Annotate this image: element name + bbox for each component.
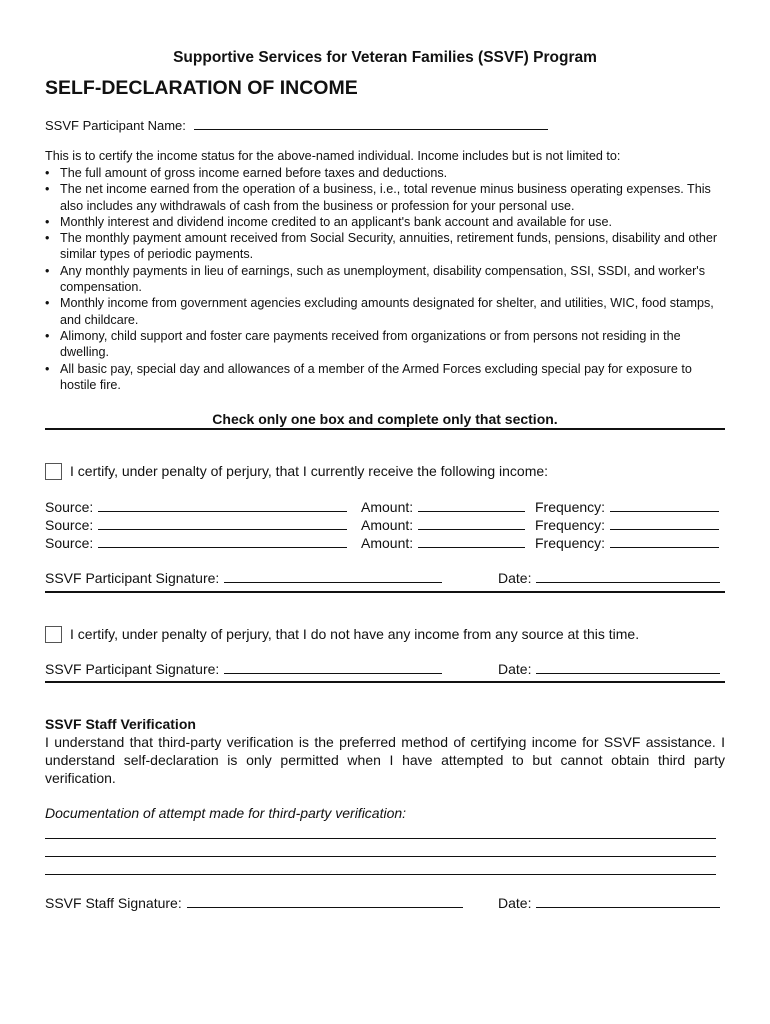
income-types-list [45, 165, 725, 393]
amount-field[interactable] [418, 535, 525, 548]
staff-verification-text: I understand that third-party verification is the preferred method of certifying income for SSVF assistance. I understand self-declaration is only permitted when I have attempted to but cannot obtain third party verification. [45, 734, 725, 786]
income-certify-text: I certify, under penalty of perjury, that I currently receive the following income: [70, 463, 549, 479]
list-item: • The monthly payment amount received from Social Security, annuities, retirement funds, pensions, disability and other similar types of periodic payments. [45, 230, 725, 263]
documentation-line-3[interactable] [45, 874, 716, 875]
staff-date-field[interactable] [536, 895, 720, 908]
source-field[interactable] [98, 517, 347, 530]
amount-field[interactable] [418, 499, 525, 512]
documentation-label: Documentation of attempt made for third-party verification: [45, 805, 407, 821]
amount-label: Amount: [361, 499, 414, 515]
staff-date-row [498, 895, 720, 911]
signature-label: SSVF Staff Signature: [45, 895, 182, 911]
form-title: SELF-DECLARATION OF INCOME [45, 77, 358, 99]
participant-name-label: SSVF Participant Name: [45, 118, 186, 133]
amount-field[interactable] [418, 517, 525, 530]
list-item: • Monthly interest and dividend income credited to an applicant's bank account and available for use. [45, 214, 725, 230]
amount-label: Amount: [361, 517, 414, 533]
frequency-field[interactable] [610, 499, 719, 512]
income-source-row-1 [45, 499, 347, 515]
income-frequency-row-2 [535, 517, 719, 533]
frequency-label: Frequency: [535, 499, 606, 515]
frequency-label: Frequency: [535, 535, 606, 551]
signature-label: SSVF Participant Signature: [45, 570, 220, 586]
date-label: Date: [498, 570, 532, 586]
date-field[interactable] [536, 661, 720, 674]
source-label: Source: [45, 499, 94, 515]
income-date-row [498, 570, 720, 586]
staff-signature-row [45, 895, 463, 911]
program-title: Supportive Services for Veteran Families (SSVF) Program [173, 49, 597, 66]
section-divider [45, 428, 725, 430]
date-label: Date: [498, 895, 532, 911]
section-divider [45, 681, 725, 683]
income-source-row-3 [45, 535, 347, 551]
amount-label: Amount: [361, 535, 414, 551]
income-frequency-row-1 [535, 499, 719, 515]
source-label: Source: [45, 535, 94, 551]
source-label: Source: [45, 517, 94, 533]
income-source-row-2 [45, 517, 347, 533]
list-item: • Alimony, child support and foster care payments received from organizations or from persons not residing in the dwelling. [45, 328, 725, 361]
income-signature-row [45, 570, 442, 586]
staff-signature-field[interactable] [187, 895, 463, 908]
signature-label: SSVF Participant Signature: [45, 661, 220, 677]
participant-name-field[interactable] [194, 117, 548, 130]
income-amount-row-3 [361, 535, 525, 551]
staff-verification-heading: SSVF Staff Verification [45, 716, 196, 732]
income-amount-row-1 [361, 499, 525, 515]
frequency-field[interactable] [610, 517, 719, 530]
documentation-line-2[interactable] [45, 856, 716, 857]
income-frequency-row-3 [535, 535, 719, 551]
frequency-label: Frequency: [535, 517, 606, 533]
list-item: • The net income earned from the operation of a business, i.e., total revenue minus business operating expenses. This also includes any withdrawals of cash from the business or profession for your personal use. [45, 181, 725, 214]
no-income-date-row [498, 661, 720, 677]
date-field[interactable] [536, 570, 720, 583]
participant-name-row [45, 117, 548, 133]
list-item: • Monthly income from government agencies excluding amounts designated for shelter, and utilities, WIC, food stamps, and childcare. [45, 295, 725, 328]
list-item: • All basic pay, special day and allowances of a member of the Armed Forces excluding special pay for exposure to hostile fire. [45, 361, 725, 394]
list-item: • Any monthly payments in lieu of earnings, such as unemployment, disability compensation, SSI, SSDI, and worker's compensation. [45, 263, 725, 296]
signature-field[interactable] [224, 661, 442, 674]
income-amount-row-2 [361, 517, 525, 533]
frequency-field[interactable] [610, 535, 719, 548]
check-instruction: Check only one box and complete only that section. [212, 411, 558, 427]
documentation-line-1[interactable] [45, 838, 716, 839]
no-income-signature-row [45, 661, 442, 677]
date-label: Date: [498, 661, 532, 677]
list-item: • The full amount of gross income earned before taxes and deductions. [45, 165, 725, 181]
section-divider [45, 591, 725, 593]
income-checkbox[interactable] [45, 463, 62, 480]
no-income-checkbox[interactable] [45, 626, 62, 643]
signature-field[interactable] [224, 570, 442, 583]
no-income-certify-text: I certify, under penalty of perjury, that I do not have any income from any source at this time. [70, 626, 640, 642]
source-field[interactable] [98, 535, 347, 548]
intro-text: This is to certify the income status for the above-named individual. Income includes but is not limited to: [45, 149, 621, 163]
source-field[interactable] [98, 499, 347, 512]
